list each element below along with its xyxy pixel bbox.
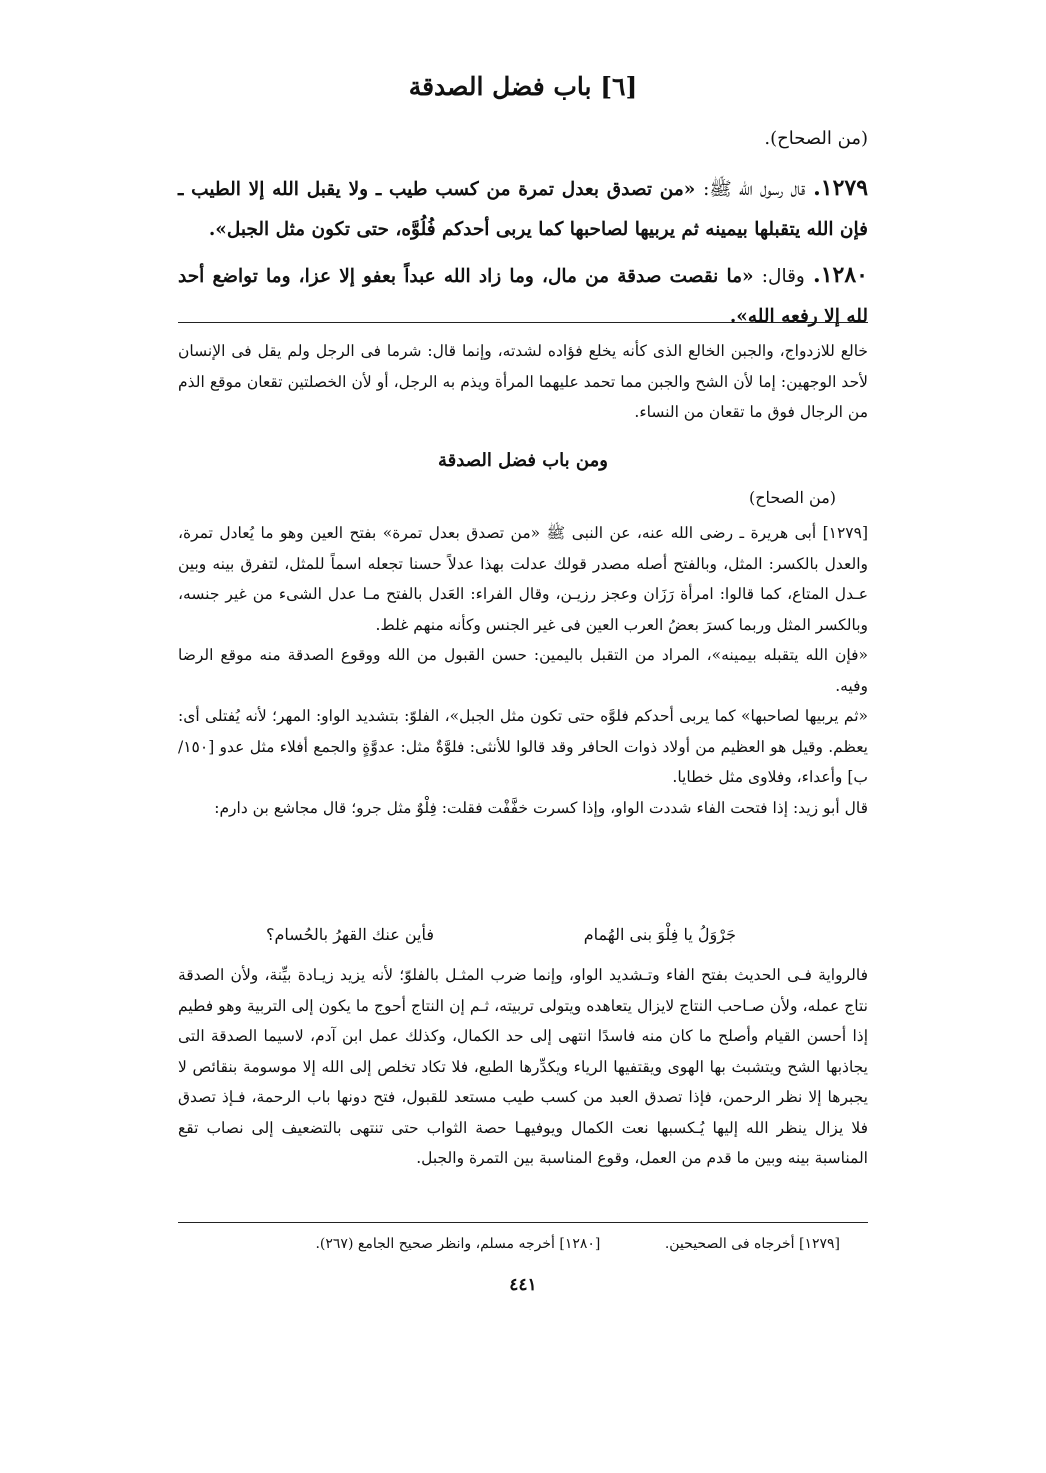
hadith-text: «من تصدق بعدل تمرة من كسب طيب ـ ولا يقبل الله إلا الطيب ـ فإن الله يتقبلها بيمينه ثم يربيها لصاحبها كما يربى أحدكم فُلُوَّه، حتى تكون مثل الجبل». — [178, 179, 868, 240]
poem-hemistich-2: فأين عنك القهرُ بالحُسام؟ — [266, 925, 434, 944]
hadith-number: ١٢٧٩. — [813, 175, 869, 201]
footnote-divider — [178, 1222, 868, 1223]
hadith-1280 — [178, 255, 868, 337]
commentary-paragraph: قال أبو زيد: إذا فتحت الفاء شددت الواو، وإذا كسرت خفَّفْت فقلت: فِلْوٌ مثل جرو؛ قال مجاشع بن دارم: — [214, 798, 868, 817]
hadith-intro: قال رسول الله ﷺ: — [703, 179, 806, 200]
commentary-body-1 — [178, 518, 868, 823]
commentary-paragraph: خالع للازدواج، والجبن الخالع الذى كأنه يخلع فؤاده لشدته، وإنما قال: شرما فى الرجل ولم يقل فى الإنسان لأحد الوجهين: إما لأن الشح والجبن مما تحمد عليهما المرأة ويذم به الرجل، أو لأن الخصلتين تقعان موقع الذم من الرجال فوق ما تقعان من النساء. — [178, 342, 868, 421]
hadith-intro: وقال: — [761, 266, 805, 287]
footnotes — [180, 1236, 840, 1252]
carry-over-commentary — [178, 336, 868, 428]
commentary-paragraph: «فإن الله يتقبله بيمينه»، المراد من التقبل باليمين: حسن القبول من الله ووقوع الصدقة منه موقع الرضا وفيه. — [178, 646, 868, 695]
commentary-body-2 — [178, 960, 868, 1174]
commentary-paragraph: فالرواية فـى الحديث بفتح الفاء وتـشديد الواو، وإنما ضرب المثـل بالفلوّ؛ لأنه يزيد زيـادة بيِّنة، ولأن الصدقة نتاج عمله، ولأن صـاحب النتاج لايزال يتعاهده ويتولى تربيته، ثـم إن النتاج أحوج ما يكون إلى التربية وهو فطيم إذا أحسن القيام وأصلح ما كان منه فاسدًا انتهى إلى حد الكمال، وكذلك عمل ابن آدم، لاسيما الصدقة التى يجاذبها الشح ويتشبث بها الهوى ويقتفيها الرياء ويكدِّرها الطبع، فلا تكاد تخلص إلى الله إلا موسومة بنقائص لا يجبرها إلا نظر الرحمن، فإذا تصدق العبد من كسب طيب مستعد للقبول، فتح دونها باب الرحمة، فـإذ تصدق فلا يزال ينظر الله إليها يُـكسبها نعت الكمال ويوفيهـا حصة الثواب حتى تنتهى بالتضعيف إلى نصاب تقع المناسبة بينه وبين ما قدم من العمل، وقوع المناسبة بين التمرة والجبل. — [178, 966, 868, 1167]
commentary-title: ومن باب فضل الصدقة — [438, 450, 608, 471]
hadith-text: «ما نقصت صدقة من مال، وما زاد الله عبداً بعفو إلا عزا، وما تواضع أحد لله إلا رفعه الله». — [178, 266, 868, 327]
commentary-paragraph: «ثم يربيها لصاحبها» كما يربى أحدكم فلوَّه حتى تكون مثل الجبل»، الفلوّ: بتشديد الواو: المهر؛ لأنه يُفتلى أى: يعظم. وقيل هو العظيم من أولاد ذوات الحافر وقد قالوا للأنثى: فلوَّةٌ مثل: عدوَّةٍ والجمع أفلاء مثل عدو [١٥٠/ب] وأعداء، وفلاوى مثل خطايا. — [178, 707, 868, 786]
footnote-1279: [١٢٧٩] أخرجاه فى الصحيحين. — [664, 1236, 840, 1252]
footnote-1280: [١٢٨٠] أخرجه مسلم، وانظر صحيح الجامع (٢٦٧). — [315, 1236, 601, 1252]
hadith-number: ١٢٨٠. — [813, 262, 868, 288]
hadith-1279 — [178, 168, 868, 250]
poem-hemistich-1: جَرْوَلُ يا فِلْوَ بنى الهُمام — [583, 925, 736, 944]
commentary-source: (من الصحاح) — [748, 488, 836, 507]
chapter-title: [٦] باب فضل الصدقة — [408, 72, 638, 101]
source-label: (من الصحاح). — [764, 128, 868, 149]
text-divider — [178, 322, 868, 323]
commentary-paragraph: [١٢٧٩] أبى هريرة ـ رضى الله عنه، عن النبى ﷺ «من تصدق بعدل تمرة» بفتح العين وهو ما يُعادل تمرة، والعدل بالكسر: المثل، وبالفتح أصله مصدر قولك عدلت بهذا عدلاً حسنا تجعله اسماً للمثل، لتفرق بينه وبين عـدل المتاع، كما قالوا: امرأة رَزَان وعجز رزيـن، وقال الفراء: العَدل بالفتح مـا عدل الشىء من غير جنسه، وبالكسر المثل وربما كسرَ بعضُ العرب العين فى غير الجنس وكأنه منهم غلط. — [178, 524, 868, 634]
page-number: ٤٤١ — [509, 1275, 537, 1295]
